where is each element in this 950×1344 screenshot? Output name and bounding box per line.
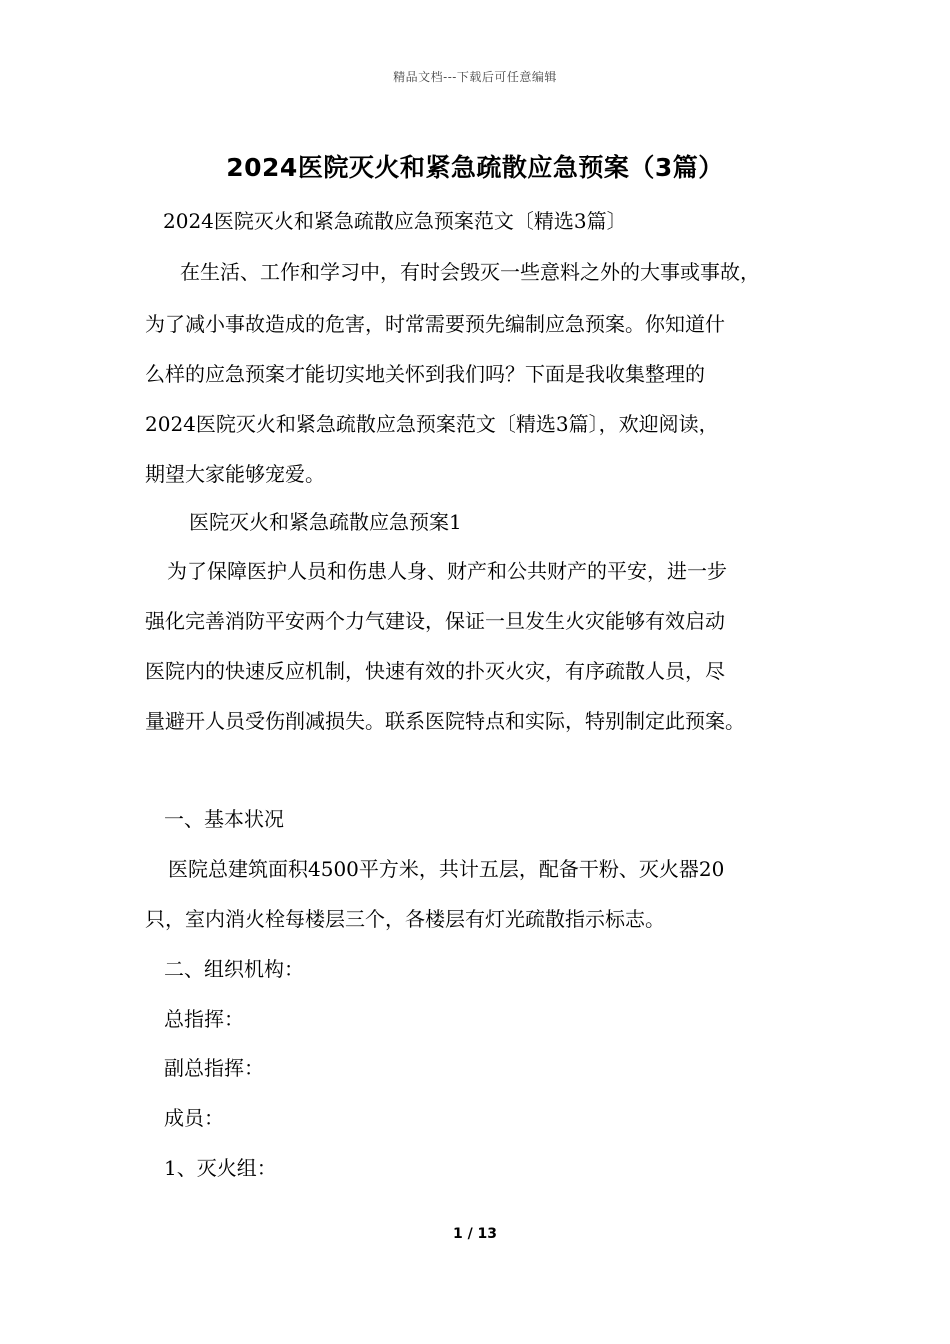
list-item: 1、灭火组：: [164, 1156, 277, 1180]
body-line: 医院总建筑面积4500平方米，共计五层，配备干粉、灭火器20: [168, 857, 725, 881]
page-number: 1 / 13: [452, 1226, 498, 1242]
list-item: 副总指挥：: [164, 1056, 264, 1080]
body-line: 在生活、工作和学习中，有时会毁灭一些意料之外的大事或事故，: [180, 260, 760, 284]
section-heading: 二、组织机构：: [164, 957, 304, 981]
section-heading: 一、基本状况: [164, 807, 284, 831]
body-line: 只，室内消火栓每楼层三个，各楼层有灯光疏散指示标志。: [145, 907, 665, 931]
body-line: 么样的应急预案才能切实地关怀到我们吗？下面是我收集整理的: [145, 362, 705, 386]
body-line: 量避开人员受伤削减损失。联系医院特点和实际，特别制定此预案。: [145, 709, 745, 733]
body-line: 为了保障医护人员和伤患人身、财产和公共财产的平安，进一步: [167, 559, 727, 583]
list-item: 总指挥：: [164, 1007, 244, 1031]
document-title: 2024医院灭火和紧急疏散应急预案（3篇）: [226, 153, 724, 182]
body-line: 医院内的快速反应机制，快速有效的扑灭火灾，有序疏散人员，尽: [145, 659, 725, 683]
list-item: 成员：: [164, 1106, 224, 1130]
body-line: 2024医院灭火和紧急疏散应急预案范文〔精选3篇〕，欢迎阅读，: [145, 412, 719, 436]
body-line: 强化完善消防平安两个力气建设，保证一旦发生火灾能够有效启动: [145, 609, 725, 633]
running-header: 精品文档---下载后可任意编辑: [393, 70, 557, 84]
body-line: 为了减小事故造成的危害，时常需要预先编制应急预案。你知道什: [145, 312, 725, 336]
section-heading: 医院灭火和紧急疏散应急预案1: [189, 510, 462, 534]
subtitle-line: 2024医院灭火和紧急疏散应急预案范文〔精选3篇〕: [163, 209, 627, 233]
body-line: 期望大家能够宠爱。: [145, 462, 325, 486]
